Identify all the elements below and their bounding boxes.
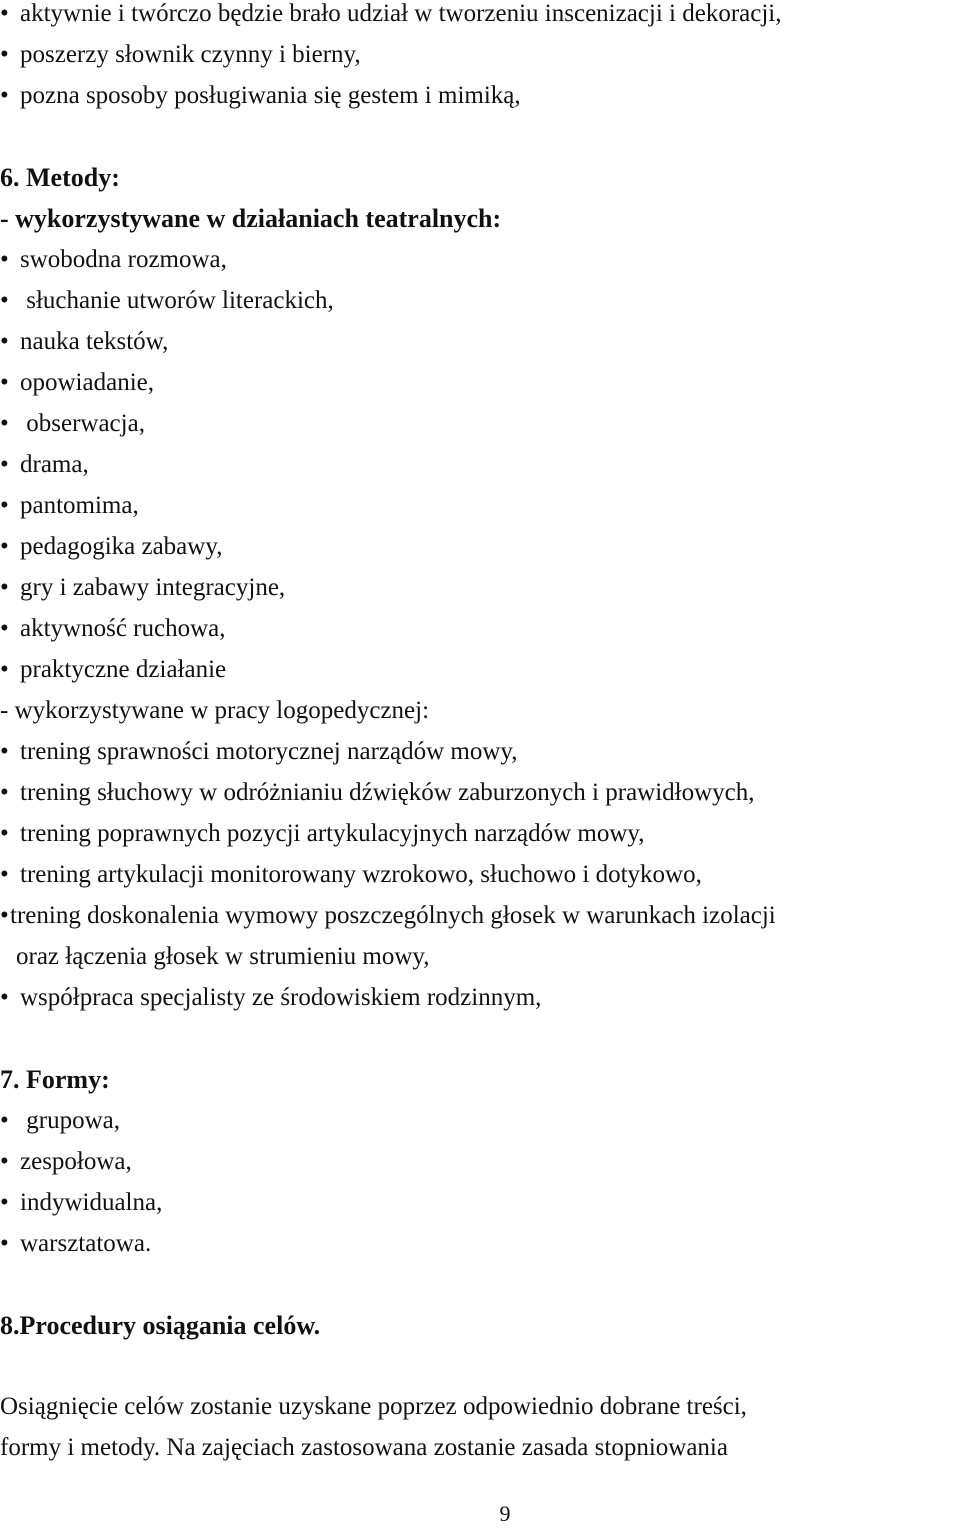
bullet-icon: • xyxy=(0,738,9,765)
list-item xyxy=(0,777,755,809)
bullet-icon: • xyxy=(0,82,9,109)
list-item-text: trening słuchowy w odróżnianiu dźwięków zaburzonych i prawidłowych, xyxy=(20,779,755,806)
list-item-text: zespołowa, xyxy=(20,1148,132,1175)
list-item xyxy=(0,982,541,1014)
page-number: 9 xyxy=(499,1501,511,1526)
list-item-text: trening doskonalenia wymowy poszczególnych głosek w warunkach izolacji xyxy=(10,902,776,929)
bullet-icon: • xyxy=(0,533,9,560)
list-item xyxy=(0,900,776,932)
list-item-text: nauka tekstów, xyxy=(20,328,169,355)
list-item-text: trening poprawnych pozycji artykulacyjnych narządów mowy, xyxy=(20,820,645,847)
bullet-icon: • xyxy=(0,328,9,355)
list-item-text: trening sprawności motorycznej narządów mowy, xyxy=(20,738,518,765)
list-item xyxy=(0,572,285,604)
bullet-icon: • xyxy=(0,1230,9,1257)
list-item-text: obserwacja, xyxy=(20,410,145,437)
bullet-icon: • xyxy=(0,984,9,1011)
section-heading-procedures: 8.Procedury osiągania celów. xyxy=(0,1311,321,1340)
subheading-theatre: - wykorzystywane w działaniach teatralnych: xyxy=(0,204,502,233)
bullet-icon: • xyxy=(0,41,9,68)
list-item-text: pantomima, xyxy=(20,492,139,519)
bullet-icon: • xyxy=(0,1107,9,1134)
bullet-icon: • xyxy=(0,615,9,642)
list-item xyxy=(0,1228,151,1260)
list-item-text: grupowa, xyxy=(20,1107,120,1134)
list-item-text: warsztatowa. xyxy=(20,1230,152,1257)
list-item xyxy=(0,613,226,645)
list-item-text: indywidualna, xyxy=(20,1189,163,1216)
bullet-icon: • xyxy=(0,246,9,273)
list-item xyxy=(0,244,227,276)
bullet-icon: • xyxy=(0,451,9,478)
list-item-text: trening artykulacji monitorowany wzrokowo, słuchowo i dotykowo, xyxy=(20,861,702,888)
list-item xyxy=(0,736,518,768)
list-item xyxy=(0,1105,120,1137)
bullet-icon: • xyxy=(0,0,9,27)
bullet-icon: • xyxy=(0,902,9,929)
list-item xyxy=(0,531,222,563)
bullet-icon: • xyxy=(0,369,9,396)
list-item xyxy=(0,449,89,481)
list-item-continuation: oraz łączenia głosek w strumieniu mowy, xyxy=(16,943,430,970)
list-item xyxy=(0,408,145,440)
bullet-icon: • xyxy=(0,410,9,437)
list-item xyxy=(0,1146,132,1178)
bullet-icon: • xyxy=(0,861,9,888)
bullet-icon: • xyxy=(0,1189,9,1216)
list-item-text: współpraca specjalisty ze środowiskiem rodzinnym, xyxy=(20,984,542,1011)
list-item-text: pozna sposoby posługiwania się gestem i mimiką, xyxy=(20,82,521,109)
paragraph-line: formy i metody. Na zajęciach zastosowana zostanie zasada stopniowania xyxy=(0,1434,728,1461)
list-item-text: słuchanie utworów literackich, xyxy=(20,287,334,314)
paragraph-line: Osiągnięcie celów zostanie uzyskane poprzez odpowiednio dobrane treści, xyxy=(0,1393,747,1420)
bullet-icon: • xyxy=(0,656,9,683)
list-item xyxy=(0,818,645,850)
list-item xyxy=(0,367,154,399)
bullet-icon: • xyxy=(0,820,9,847)
list-item xyxy=(0,490,139,522)
section-heading-methods: 6. Metody: xyxy=(0,163,120,192)
list-item-text: poszerzy słownik czynny i bierny, xyxy=(20,41,361,68)
bullet-icon: • xyxy=(0,492,9,519)
list-item xyxy=(0,39,361,71)
bullet-icon: • xyxy=(0,779,9,806)
list-item xyxy=(0,80,521,112)
list-item-text: praktyczne działanie xyxy=(20,656,227,683)
bullet-icon: • xyxy=(0,574,9,601)
bullet-icon: • xyxy=(0,1148,9,1175)
list-item-text: pedagogika zabawy, xyxy=(20,533,223,560)
list-item-text: swobodna rozmowa, xyxy=(20,246,227,273)
list-item xyxy=(0,654,226,686)
section-heading-forms: 7. Formy: xyxy=(0,1065,110,1094)
list-item-text: aktywność ruchowa, xyxy=(20,615,226,642)
list-item-text: gry i zabawy integracyjne, xyxy=(20,574,286,601)
list-item xyxy=(0,1187,162,1219)
list-item-text: opowiadanie, xyxy=(20,369,154,396)
list-item-text: drama, xyxy=(20,451,89,478)
bullet-icon: • xyxy=(0,287,9,314)
list-item xyxy=(0,326,168,358)
list-item xyxy=(0,285,334,317)
subheading-speech: - wykorzystywane w pracy logopedycznej: xyxy=(0,697,430,724)
list-item xyxy=(0,859,702,891)
list-item-text: aktywnie i twórczo będzie brało udział w tworzeniu inscenizacji i dekoracji, xyxy=(20,0,782,27)
list-item xyxy=(0,0,782,30)
